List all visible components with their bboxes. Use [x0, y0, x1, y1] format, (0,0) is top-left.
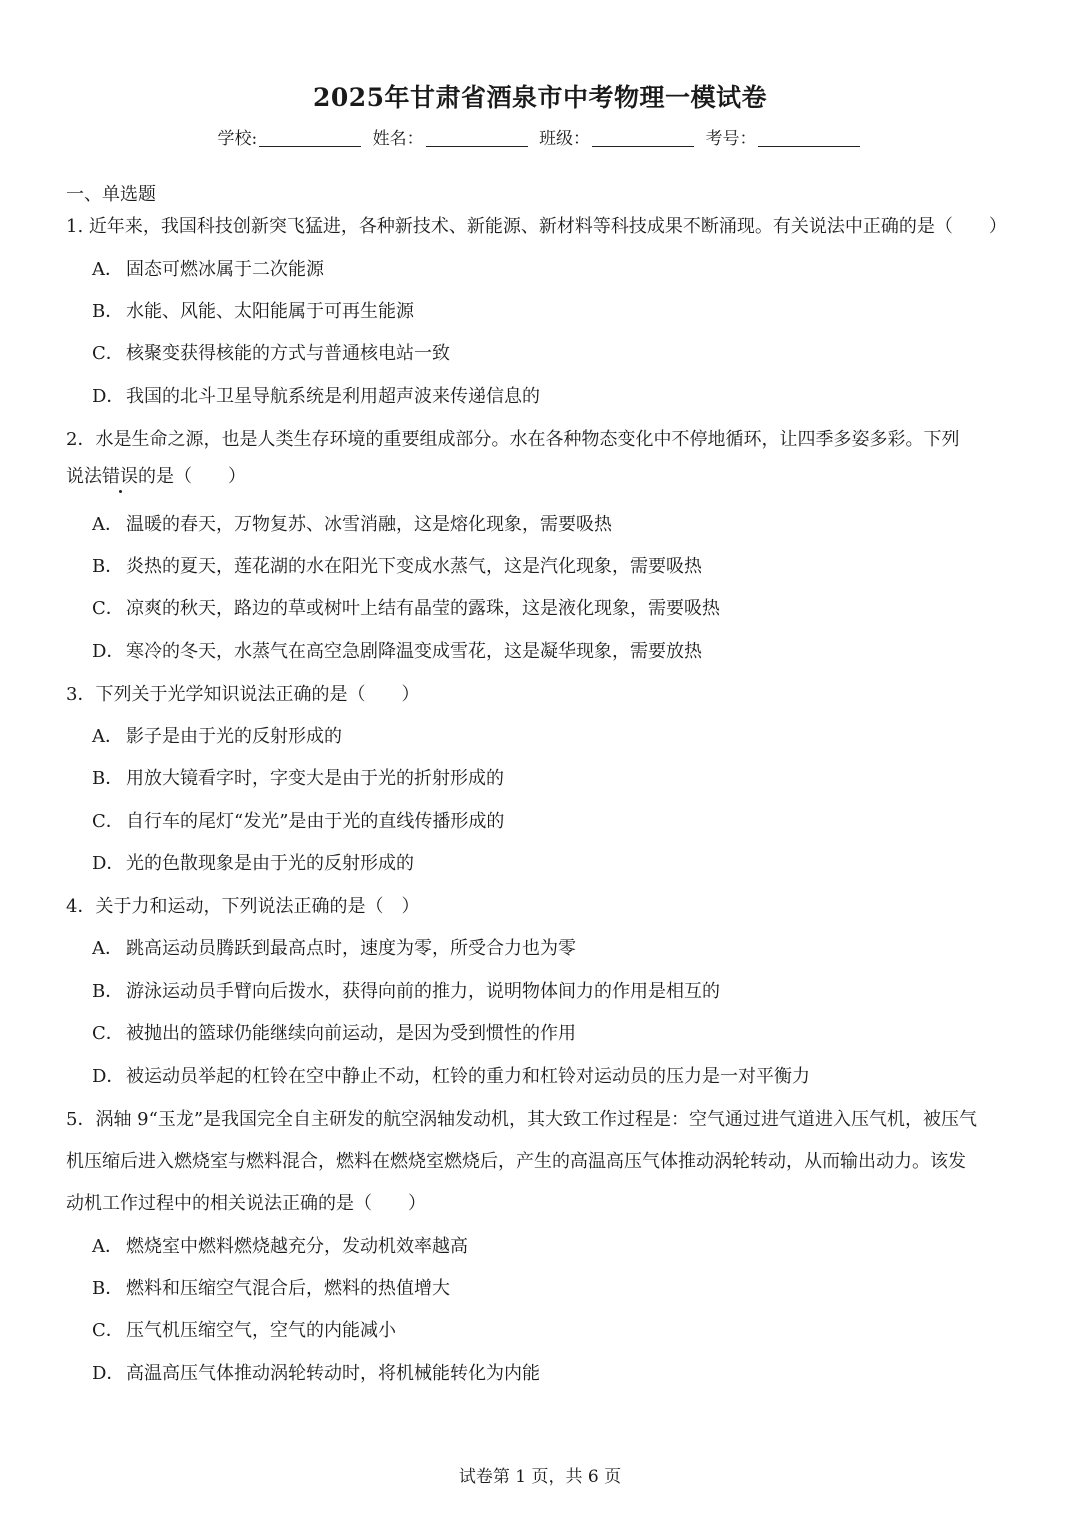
question-1-option-a — [92, 258, 324, 282]
page-footer: 试卷第 1 页，共 6 页 — [458, 1467, 622, 1487]
class-blank — [592, 128, 694, 147]
name-blank — [426, 128, 528, 147]
stem-text: 的是（ ） — [138, 466, 246, 487]
option-letter: B． — [92, 556, 124, 577]
school-blank — [259, 128, 361, 147]
question-3-option-b — [92, 767, 504, 791]
name-label: 姓名： — [372, 129, 424, 149]
option-letter: A． — [92, 259, 123, 280]
option-letter: C． — [92, 1320, 124, 1341]
stem-text: 说法 — [66, 466, 102, 487]
question-3-option-d — [92, 852, 414, 876]
exam-no-label: 考号： — [705, 129, 757, 149]
option-text: 温暖的春天，万物复苏、冰雪消融，这是熔化现象，需要吸热 — [126, 514, 612, 535]
question-1-stem: 1. 近年来，我国科技创新突飞猛进，各种新技术、新能源、新材料等科技成果不断涌现。有关说法中正确的是（ ） — [66, 216, 1007, 237]
exam-title: 2025年甘肃省酒泉市中考物理一模试卷 — [312, 83, 768, 112]
section-title: 一、单选题 — [66, 184, 156, 205]
option-letter: D． — [92, 641, 125, 662]
question-5-option-a — [92, 1235, 468, 1259]
option-text: 燃烧室中燃料燃烧越充分，发动机效率越高 — [126, 1236, 468, 1257]
option-text: 燃料和压缩空气混合后，燃料的热值增大 — [126, 1278, 450, 1299]
question-3-option-a — [92, 725, 342, 749]
option-text: 游泳运动员手臂向后拨水，获得向前的推力，说明物体间力的作用是相互的 — [126, 981, 720, 1002]
option-text: 用放大镜看字时，字变大是由于光的折射形成的 — [126, 768, 504, 789]
emphasis-word: 错误 — [102, 466, 138, 487]
exam-no-blank — [758, 128, 860, 147]
option-text: 高温高压气体推动涡轮转动时，将机械能转化为内能 — [126, 1363, 540, 1384]
class-label: 班级： — [539, 129, 591, 149]
option-text: 影子是由于光的反射形成的 — [126, 726, 342, 747]
option-text: 自行车的尾灯“发光”是由于光的直线传播形成的 — [126, 811, 505, 832]
question-5-option-d — [92, 1362, 540, 1386]
option-text: 寒冷的冬天，水蒸气在高空急剧降温变成雪花，这是凝华现象，需要放热 — [126, 641, 702, 662]
option-text: 压气机压缩空气，空气的内能减小 — [126, 1320, 396, 1341]
question-2-option-d — [92, 640, 702, 664]
question-5-option-c — [92, 1319, 396, 1343]
question-3-stem: 3．下列关于光学知识说法正确的是（ ） — [66, 684, 420, 705]
question-1-option-c — [92, 342, 450, 366]
question-1-option-b — [92, 300, 414, 324]
question-2-stem-line1: 2．水是生命之源，也是人类生存环境的重要组成部分。水在各种物态变化中不停地循环，让四季多姿多彩。下列 — [66, 429, 960, 450]
option-letter: A． — [92, 1236, 123, 1257]
student-info-row — [0, 124, 1080, 149]
question-4-option-c — [92, 1022, 576, 1046]
option-letter: C． — [92, 598, 124, 619]
option-letter: D． — [92, 1066, 125, 1087]
option-letter: C． — [92, 1023, 124, 1044]
question-2-option-c — [92, 597, 720, 621]
option-letter: B． — [92, 981, 124, 1002]
option-text: 炎热的夏天，莲花湖的水在阳光下变成水蒸气，这是汽化现象，需要吸热 — [126, 556, 702, 577]
question-1-option-d — [92, 385, 540, 409]
option-letter: B． — [92, 1278, 124, 1299]
question-5-stem-line1: 5．涡轴 9“玉龙”是我国完全自主研发的航空涡轴发动机，其大致工作过程是：空气通过进气道进入压气机，被压气 — [66, 1109, 978, 1130]
option-text: 凉爽的秋天，路边的草或树叶上结有晶莹的露珠，这是液化现象，需要吸热 — [126, 598, 720, 619]
option-letter: D． — [92, 1363, 125, 1384]
option-text: 核聚变获得核能的方式与普通核电站一致 — [126, 343, 450, 364]
question-5-option-b — [92, 1277, 450, 1301]
question-5-stem-line2: 机压缩后进入燃烧室与燃料混合，燃料在燃烧室燃烧后，产生的高温高压气体推动涡轮转动，从而输出动力。该发 — [66, 1151, 966, 1172]
option-letter: C． — [92, 811, 124, 832]
option-letter: B． — [92, 301, 124, 322]
option-text: 固态可燃冰属于二次能源 — [126, 259, 324, 280]
question-4-option-a — [92, 937, 576, 961]
option-letter: D． — [92, 853, 125, 874]
question-4-option-d — [92, 1065, 810, 1089]
option-letter: A． — [92, 514, 123, 535]
question-2-option-a — [92, 513, 612, 537]
option-letter: D． — [92, 386, 125, 407]
question-4-stem: 4．关于力和运动，下列说法正确的是（ ） — [66, 896, 420, 917]
option-letter: C． — [92, 343, 124, 364]
option-text: 我国的北斗卫星导航系统是利用超声波来传递信息的 — [126, 386, 540, 407]
option-text: 水能、风能、太阳能属于可再生能源 — [126, 301, 414, 322]
question-4-option-b — [92, 980, 720, 1004]
question-5-stem-line3: 动机工作过程中的相关说法正确的是（ ） — [66, 1193, 426, 1214]
option-text: 被抛出的篮球仍能继续向前运动，是因为受到惯性的作用 — [126, 1023, 576, 1044]
option-text: 光的色散现象是由于光的反射形成的 — [126, 853, 414, 874]
question-3-option-c — [92, 810, 504, 834]
option-letter: A． — [92, 938, 123, 959]
school-label: 学校: — [217, 129, 258, 149]
option-text: 跳高运动员腾跃到最高点时，速度为零，所受合力也为零 — [126, 938, 576, 959]
option-text: 被运动员举起的杠铃在空中静止不动，杠铃的重力和杠铃对运动员的压力是一对平衡力 — [126, 1066, 810, 1087]
option-letter: A． — [92, 726, 123, 747]
question-2-stem-line2 — [66, 465, 246, 489]
option-letter: B． — [92, 768, 124, 789]
question-2-option-b — [92, 555, 702, 579]
